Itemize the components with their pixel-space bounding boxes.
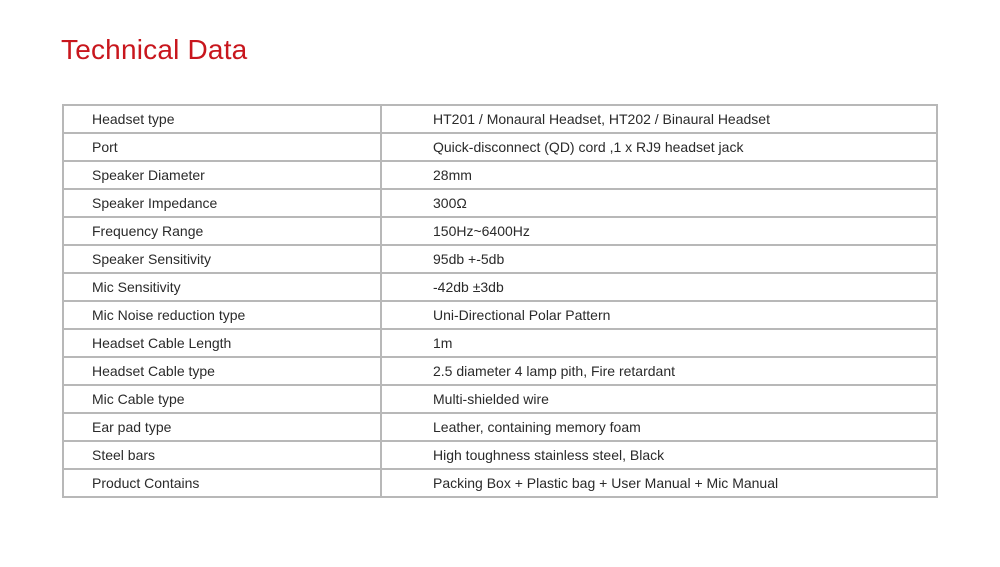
spec-label: Ear pad type [63,413,381,441]
spec-value: -42db ±3db [381,273,937,301]
spec-label: Port [63,133,381,161]
table-row [63,161,937,189]
spec-label: Speaker Sensitivity [63,245,381,273]
spec-value: 28mm [381,161,937,189]
table-row [63,105,937,133]
spec-value: HT201 / Monaural Headset, HT202 / Binaural Headset [381,105,937,133]
spec-label: Steel bars [63,441,381,469]
table-row [63,385,937,413]
table-row [63,413,937,441]
spec-value: High toughness stainless steel, Black [381,441,937,469]
spec-label: Headset Cable Length [63,329,381,357]
table-row [63,245,937,273]
table-row [63,189,937,217]
spec-value: 1m [381,329,937,357]
spec-value: 2.5 diameter 4 lamp pith, Fire retardant [381,357,937,385]
spec-value: Quick-disconnect (QD) cord ,1 x RJ9 headset jack [381,133,937,161]
table-row [63,217,937,245]
spec-label: Mic Noise reduction type [63,301,381,329]
table-row [63,441,937,469]
spec-value: Uni-Directional Polar Pattern [381,301,937,329]
table-row [63,357,937,385]
page-title: Technical Data [61,34,248,65]
table-row [63,133,937,161]
spec-value: Multi-shielded wire [381,385,937,413]
spec-value: Packing Box + Plastic bag + User Manual + Mic Manual [381,469,937,497]
spec-value: 95db +-5db [381,245,937,273]
spec-label: Speaker Impedance [63,189,381,217]
table-row [63,301,937,329]
table-row [63,273,937,301]
spec-label: Speaker Diameter [63,161,381,189]
technical-data-table [62,104,938,498]
table-row [63,469,937,497]
spec-value: Leather, containing memory foam [381,413,937,441]
spec-label: Headset Cable type [63,357,381,385]
spec-value: 300Ω [381,189,937,217]
spec-value: 150Hz~6400Hz [381,217,937,245]
spec-label: Frequency Range [63,217,381,245]
spec-label: Product Contains [63,469,381,497]
spec-label: Mic Cable type [63,385,381,413]
spec-label: Mic Sensitivity [63,273,381,301]
table-row [63,329,937,357]
spec-label: Headset type [63,105,381,133]
